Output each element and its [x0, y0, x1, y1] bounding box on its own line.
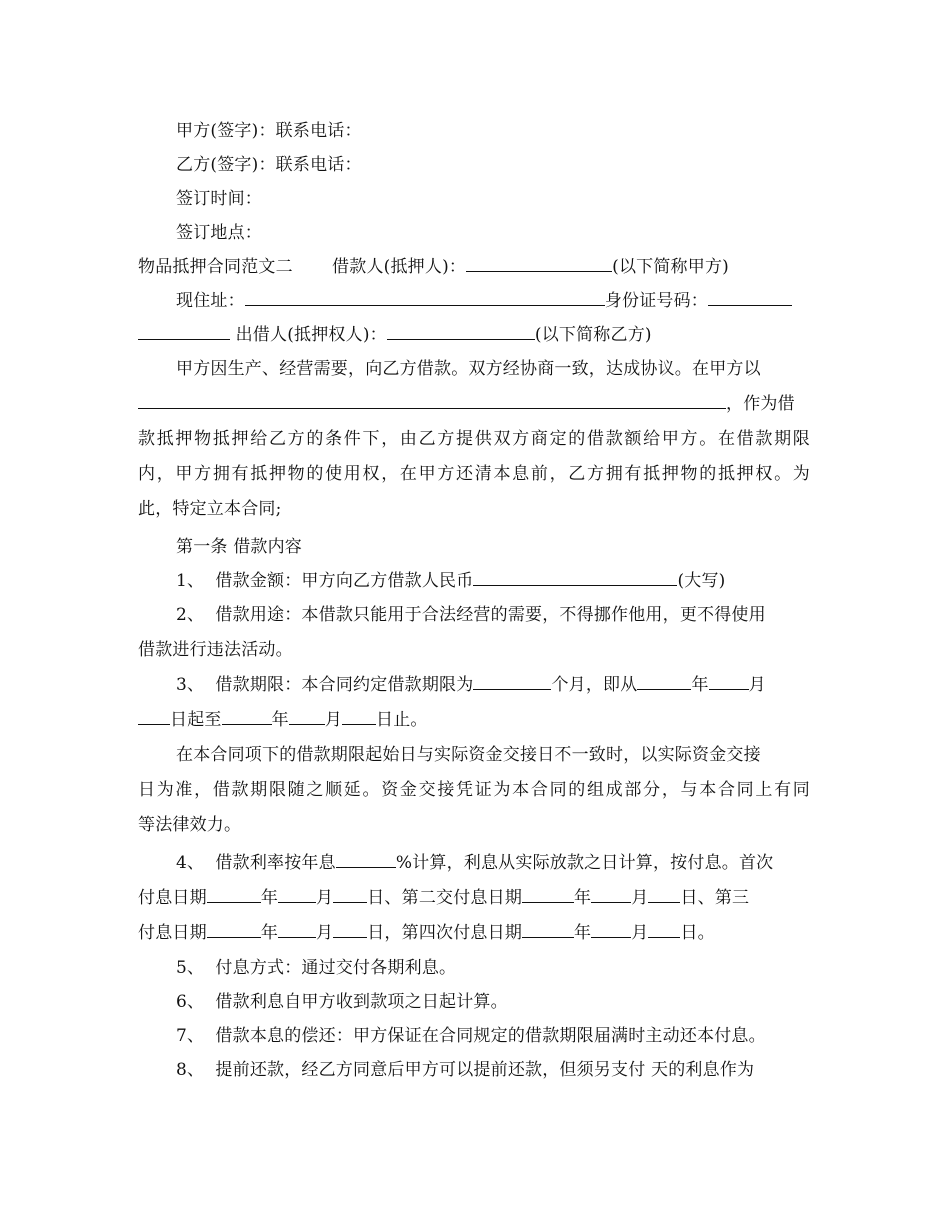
blank-months: [473, 673, 551, 690]
blank-pay3-month: [278, 921, 316, 938]
year-text: 年: [574, 888, 592, 908]
blank-id-part2: [138, 323, 230, 340]
blank-end-day: [342, 708, 376, 725]
pay-date-text: 付息日期: [138, 923, 207, 943]
intro-line-2: [138, 392, 795, 416]
blank-rate: [336, 851, 396, 868]
blank-pay2-year: [522, 886, 574, 903]
blank-pay1-year: [207, 886, 261, 903]
term-para-line-2: 日为准，借款期限随之顺延。资金交接凭证为本合同的组成部分，与本合同上有同: [138, 780, 810, 800]
blank-pay2-day: [648, 886, 680, 903]
month-text: 月: [748, 675, 766, 695]
item4-interest-rate: [176, 851, 773, 875]
blank-pay4-day: [648, 921, 680, 938]
blank-pay1-day: [333, 886, 367, 903]
month-text: 月: [316, 888, 334, 908]
item2-line-2: 借款进行违法活动。: [138, 640, 293, 660]
month-text: 月: [631, 923, 649, 943]
blank-pay3-year: [207, 921, 261, 938]
lender-suffix: (以下简称乙方): [534, 325, 652, 345]
term-para-line-1: 在本合同项下的借款期限起始日与实际资金交接日不一致时，以实际资金交接: [176, 745, 761, 765]
borrower-suffix: (以下简称甲方): [612, 257, 729, 277]
item2-line-1: 2、 借款用途：本借款只能用于合法经营的需要，不得挪作他用，更不得使用: [176, 605, 766, 625]
second-pay-text: 日、第二交付息日期: [367, 888, 523, 908]
blank-pay3-day: [333, 921, 367, 938]
lender-label: 出借人(抵押权人)：: [230, 325, 387, 345]
address-label: 现住址：: [176, 291, 245, 311]
month-text: 月: [324, 710, 343, 730]
item5-payment-method: 5、 付息方式：通过交付各期利息。: [176, 958, 457, 978]
borrower-label: 借款人(抵押人)：: [332, 257, 467, 277]
blank-pay2-month: [591, 886, 631, 903]
fourth-pay-text: 日，第四次付息日期: [367, 923, 523, 943]
item4-mid: %计算，利息从实际放款之日计算，按付息。首次: [395, 853, 774, 873]
third-pay-text: 日、第三: [680, 888, 750, 908]
sample-title-line: [138, 255, 729, 279]
intro-line-1: 甲方因生产、经营需要，向乙方借款。双方经协商一致，达成协议。在甲方以: [176, 359, 761, 379]
article1-heading: 第一条 借款内容: [176, 537, 303, 557]
item4-line-3: [138, 921, 715, 945]
id-label: 身份证号码：: [604, 291, 709, 311]
blank-lender: [387, 323, 535, 340]
pay-date-text: 付息日期: [138, 888, 207, 908]
item1-suffix: (大写): [677, 571, 726, 591]
month-text: 月: [631, 888, 649, 908]
blank-collateral: [138, 392, 726, 409]
blank-pay4-month: [591, 921, 631, 938]
year-text: 年: [574, 923, 592, 943]
day-start-text: 日起至: [170, 710, 222, 730]
item4-line-2: [138, 886, 749, 910]
blank-start-month: [709, 673, 749, 690]
address-line: [176, 289, 792, 313]
blank-pay4-year: [522, 921, 574, 938]
blank-end-year: [222, 708, 272, 725]
blank-pay1-month: [278, 886, 316, 903]
year-text: 年: [691, 675, 709, 695]
party-a-signature: 甲方(签字)：联系电话：: [176, 121, 362, 141]
item1-prefix: 1、 借款金额：甲方向乙方借款人民币: [176, 571, 474, 591]
intro-line-5: 此，特定立本合同;: [138, 499, 282, 519]
day-end-text: 日止。: [376, 710, 428, 730]
intro-line-4: 内，甲方拥有抵押物的使用权，在甲方还清本息前，乙方拥有抵押物的抵押权。为: [138, 464, 810, 484]
blank-start-year: [637, 673, 691, 690]
year-text: 年: [260, 888, 279, 908]
blank-id-part1: [708, 289, 792, 306]
month-count-text: 个月，即从: [551, 675, 638, 695]
blank-address: [245, 289, 605, 306]
lender-line: [138, 323, 652, 347]
blank-start-day: [138, 708, 170, 725]
sign-place: 签订地点：: [176, 223, 262, 243]
item3-line-2: [138, 708, 428, 732]
item4-prefix: 4、 借款利率按年息: [176, 853, 336, 873]
year-text: 年: [271, 710, 289, 730]
blank-borrower: [466, 255, 612, 272]
blank-end-month: [289, 708, 325, 725]
year-text: 年: [260, 923, 279, 943]
item6-interest-start: 6、 借款利息自甲方收到款项之日起计算。: [176, 992, 508, 1012]
sample-title: 物品抵押合同范文二: [138, 257, 293, 277]
item7-repayment: 7、 借款本息的偿还：甲方保证在合同规定的借款期限届满时主动还本付息。: [176, 1026, 766, 1046]
end-day-text: 日。: [680, 923, 715, 943]
item3-loan-term: [176, 673, 766, 697]
item3-prefix: 3、 借款期限：本合同约定借款期限为: [176, 675, 474, 695]
month-text: 月: [316, 923, 334, 943]
party-b-signature: 乙方(签字)：联系电话：: [176, 155, 362, 175]
intro-line-2-suffix: ，作为借: [726, 394, 795, 414]
term-para-line-3: 等法律效力。: [138, 815, 242, 835]
item8-early-repayment: 8、 提前还款，经乙方同意后甲方可以提前还款，但须另支付 天的利息作为: [176, 1060, 755, 1080]
item1-loan-amount: [176, 569, 726, 593]
intro-line-3: 款抵押物抵押给乙方的条件下，由乙方提供双方商定的借款额给甲方。在借款期限: [138, 429, 810, 449]
sign-time: 签订时间：: [176, 189, 262, 209]
blank-amount: [473, 569, 677, 586]
